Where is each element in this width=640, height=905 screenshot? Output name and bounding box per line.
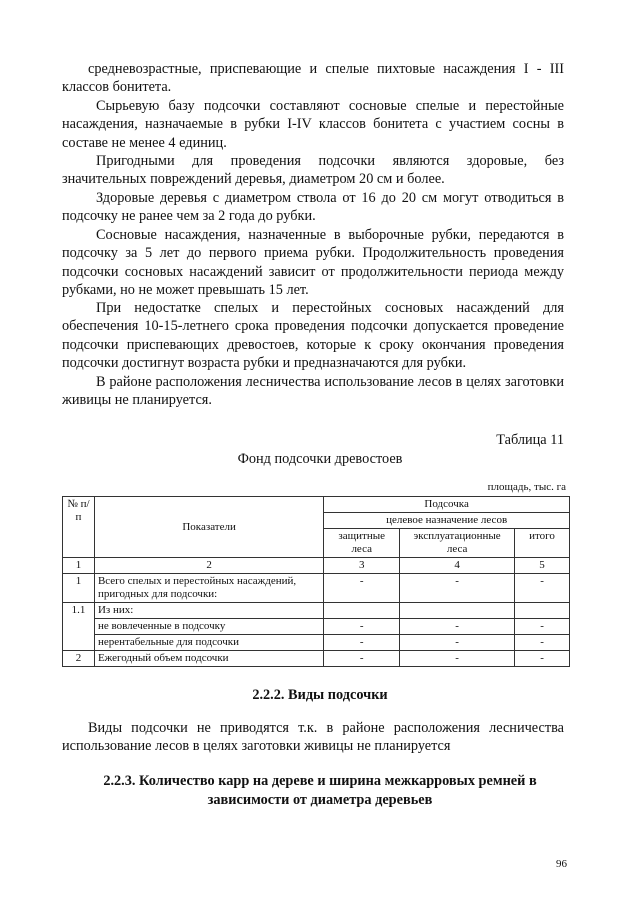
table-row [63,619,570,635]
row-num: 2 [63,651,95,667]
table-title: Фонд подсочки древостоев [237,451,403,467]
paragraph-6: При недостатке спелых и перестойных сосновых насаждений для обеспечения 10-15-летнего срока проведения подсочки допускается проведение подсочки приспевающих древостоев, которые к сроку окончания проведения подсочки достигнут возраста рубки и предназначаются для рубки. [62,300,564,372]
row-value [324,603,400,619]
paragraph-2: Сырьевую базу подсочки составляют сосновые спелые и перестойные насаждения, назначаемые в рубки I-IV классов бонитета с участием сосны в составе не менее 4 единиц. [62,98,564,151]
row-value: - [324,619,400,635]
row-value [400,603,515,619]
row-label: нерентабельные для подсочки [94,635,323,651]
row-value: - [400,635,515,651]
row-value: - [515,635,570,651]
table-row [63,603,570,619]
header-col-exploitation: эксплуатационные леса [400,529,515,558]
paragraph-4: Здоровые деревья с диаметром ствола от 16 до 20 см могут отводиться в подсочку не ранее чем за 2 года до рубки. [62,190,564,225]
header-subgroup: целевое назначение лесов [324,513,570,529]
colnum-cell: 1 [63,558,95,574]
row-num: 1 [63,574,95,603]
row-value [515,603,570,619]
header-col-total: итого [515,529,570,558]
row-value: - [515,651,570,667]
row-value: - [515,619,570,635]
colnum-cell: 4 [400,558,515,574]
row-value: - [324,635,400,651]
colnum-cell: 3 [324,558,400,574]
header-indicator: Показатели [94,497,323,558]
row-label: Всего спелых и перестойных насаждений, пригодных для подсочки: [94,574,323,603]
paragraph-5: Сосновые насаждения, назначенные в выборочные рубки, передаются в подсочку за 5 лет до первого приема рубки. Продолжительность проведения подсочки сосновых насаждений зависит от продолжительности периода между рубками, но не может превышать 15 лет. [62,227,564,299]
header-col-protective: защитные леса [324,529,400,558]
page-number: 96 [556,858,567,870]
row-value: - [515,574,570,603]
row-value: - [324,651,400,667]
section-222-heading: 2.2.2. Виды подсочки [252,687,388,703]
section-223-heading-line2: зависимости от диаметра деревьев [207,792,433,808]
row-value: - [400,574,515,603]
row-label: Ежегодный объем подсочки [94,651,323,667]
colnum-cell: 5 [515,558,570,574]
row-num: 1.1 [63,603,95,651]
table-row [63,651,570,667]
row-value: - [400,651,515,667]
row-label: Из них: [94,603,323,619]
table-label: Таблица 11 [496,432,564,448]
header-num: № п/п [63,497,95,558]
fund-table [62,496,570,667]
row-value: - [324,574,400,603]
paragraph-3: Пригодными для проведения подсочки являются здоровые, без значительных повреждений деревья, диаметром 20 см и более. [62,153,564,188]
section-223-heading-line1: 2.2.3. Количество карр на дереве и ширина межкарровых ремней в [103,773,537,789]
row-label: не вовлеченные в подсочку [94,619,323,635]
paragraph-7: В районе расположения лесничества использование лесов в целях заготовки живицы не планируется. [62,374,564,409]
colnum-cell: 2 [94,558,323,574]
header-group: Подсочка [324,497,570,513]
section-222-text: Виды подсочки не приводятся т.к. в районе расположения лесничества использование лесов в целях заготовки живицы не планируется [62,720,564,755]
column-number-row [63,558,570,574]
row-value: - [400,619,515,635]
paragraph-1: средневозрастные, приспевающие и спелые пихтовые насаждения I - III классов бонитета. [62,61,564,96]
table-row [63,635,570,651]
table-row [63,574,570,603]
table-unit: площадь, тыс. га [487,481,566,493]
